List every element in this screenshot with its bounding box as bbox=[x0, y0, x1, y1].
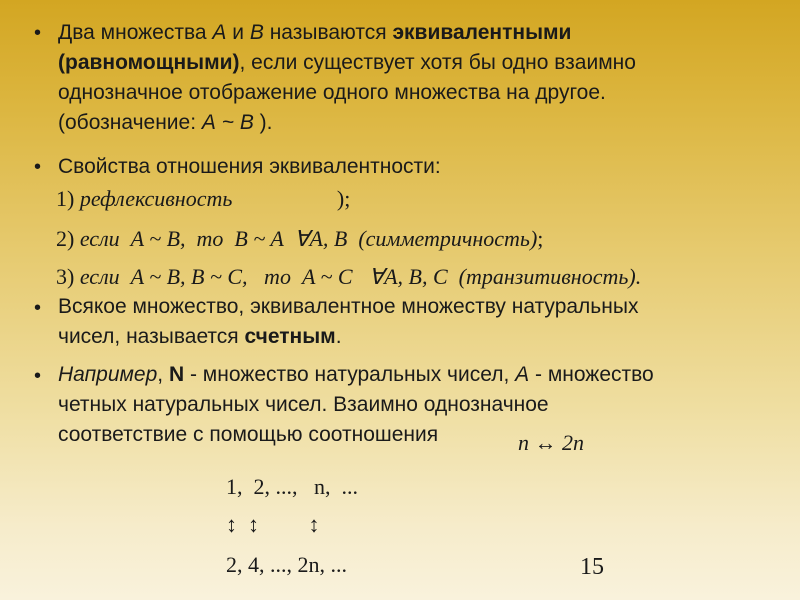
page-number: 15 bbox=[580, 554, 604, 580]
property-reflexivity: 1) рефлексивность ); bbox=[56, 186, 351, 211]
definition-line-1: Два множества А и В называются эквивалентными bbox=[58, 21, 572, 44]
term-countable: счетным bbox=[244, 325, 336, 348]
bullet-marker: • bbox=[34, 156, 42, 178]
definition-line-3: однозначное отображение одного множества на другое. bbox=[58, 81, 606, 104]
bullet-marker: • bbox=[34, 365, 42, 387]
mapping-formula: n ↔ 2n bbox=[518, 430, 584, 455]
sequence-natural: 1, 2, ..., n, ... bbox=[226, 474, 358, 499]
property-transitivity: 3) если A ~ B, B ~ C, то A ~ C ∀A, B, C (транзитивность). bbox=[56, 264, 642, 289]
sequence-even: 2, 4, ..., 2n, ... bbox=[226, 552, 347, 577]
definition-line-4: (обозначение: А ~ В ). bbox=[58, 111, 273, 134]
definition-line-2: (равномощными), если существует хотя бы одно взаимно bbox=[58, 51, 636, 74]
bullet-marker: • bbox=[34, 22, 42, 44]
bullet-marker: • bbox=[34, 297, 42, 319]
term-equipotent: (равномощными) bbox=[58, 51, 240, 74]
definition-paragraph bbox=[58, 18, 778, 138]
property-symmetry: 2) если A ~ B, то B ~ A ∀A, B (симметричность); bbox=[56, 226, 544, 251]
countable-paragraph: Всякое множество, эквивалентное множеству натуральных чисел, называется счетным. bbox=[58, 295, 639, 348]
properties-heading: Свойства отношения эквивалентности: bbox=[58, 155, 441, 178]
notation: А ~ В bbox=[201, 111, 254, 134]
sequence-arrows: ↕ ↕ ↕ bbox=[226, 512, 320, 537]
example-paragraph: Например, N - множество натуральных чисел, А - множество четных натуральных чисел. Взаимно однозначное соответствие с помощью соотношения bbox=[58, 363, 654, 446]
term-equivalent: эквивалентными bbox=[392, 21, 572, 44]
